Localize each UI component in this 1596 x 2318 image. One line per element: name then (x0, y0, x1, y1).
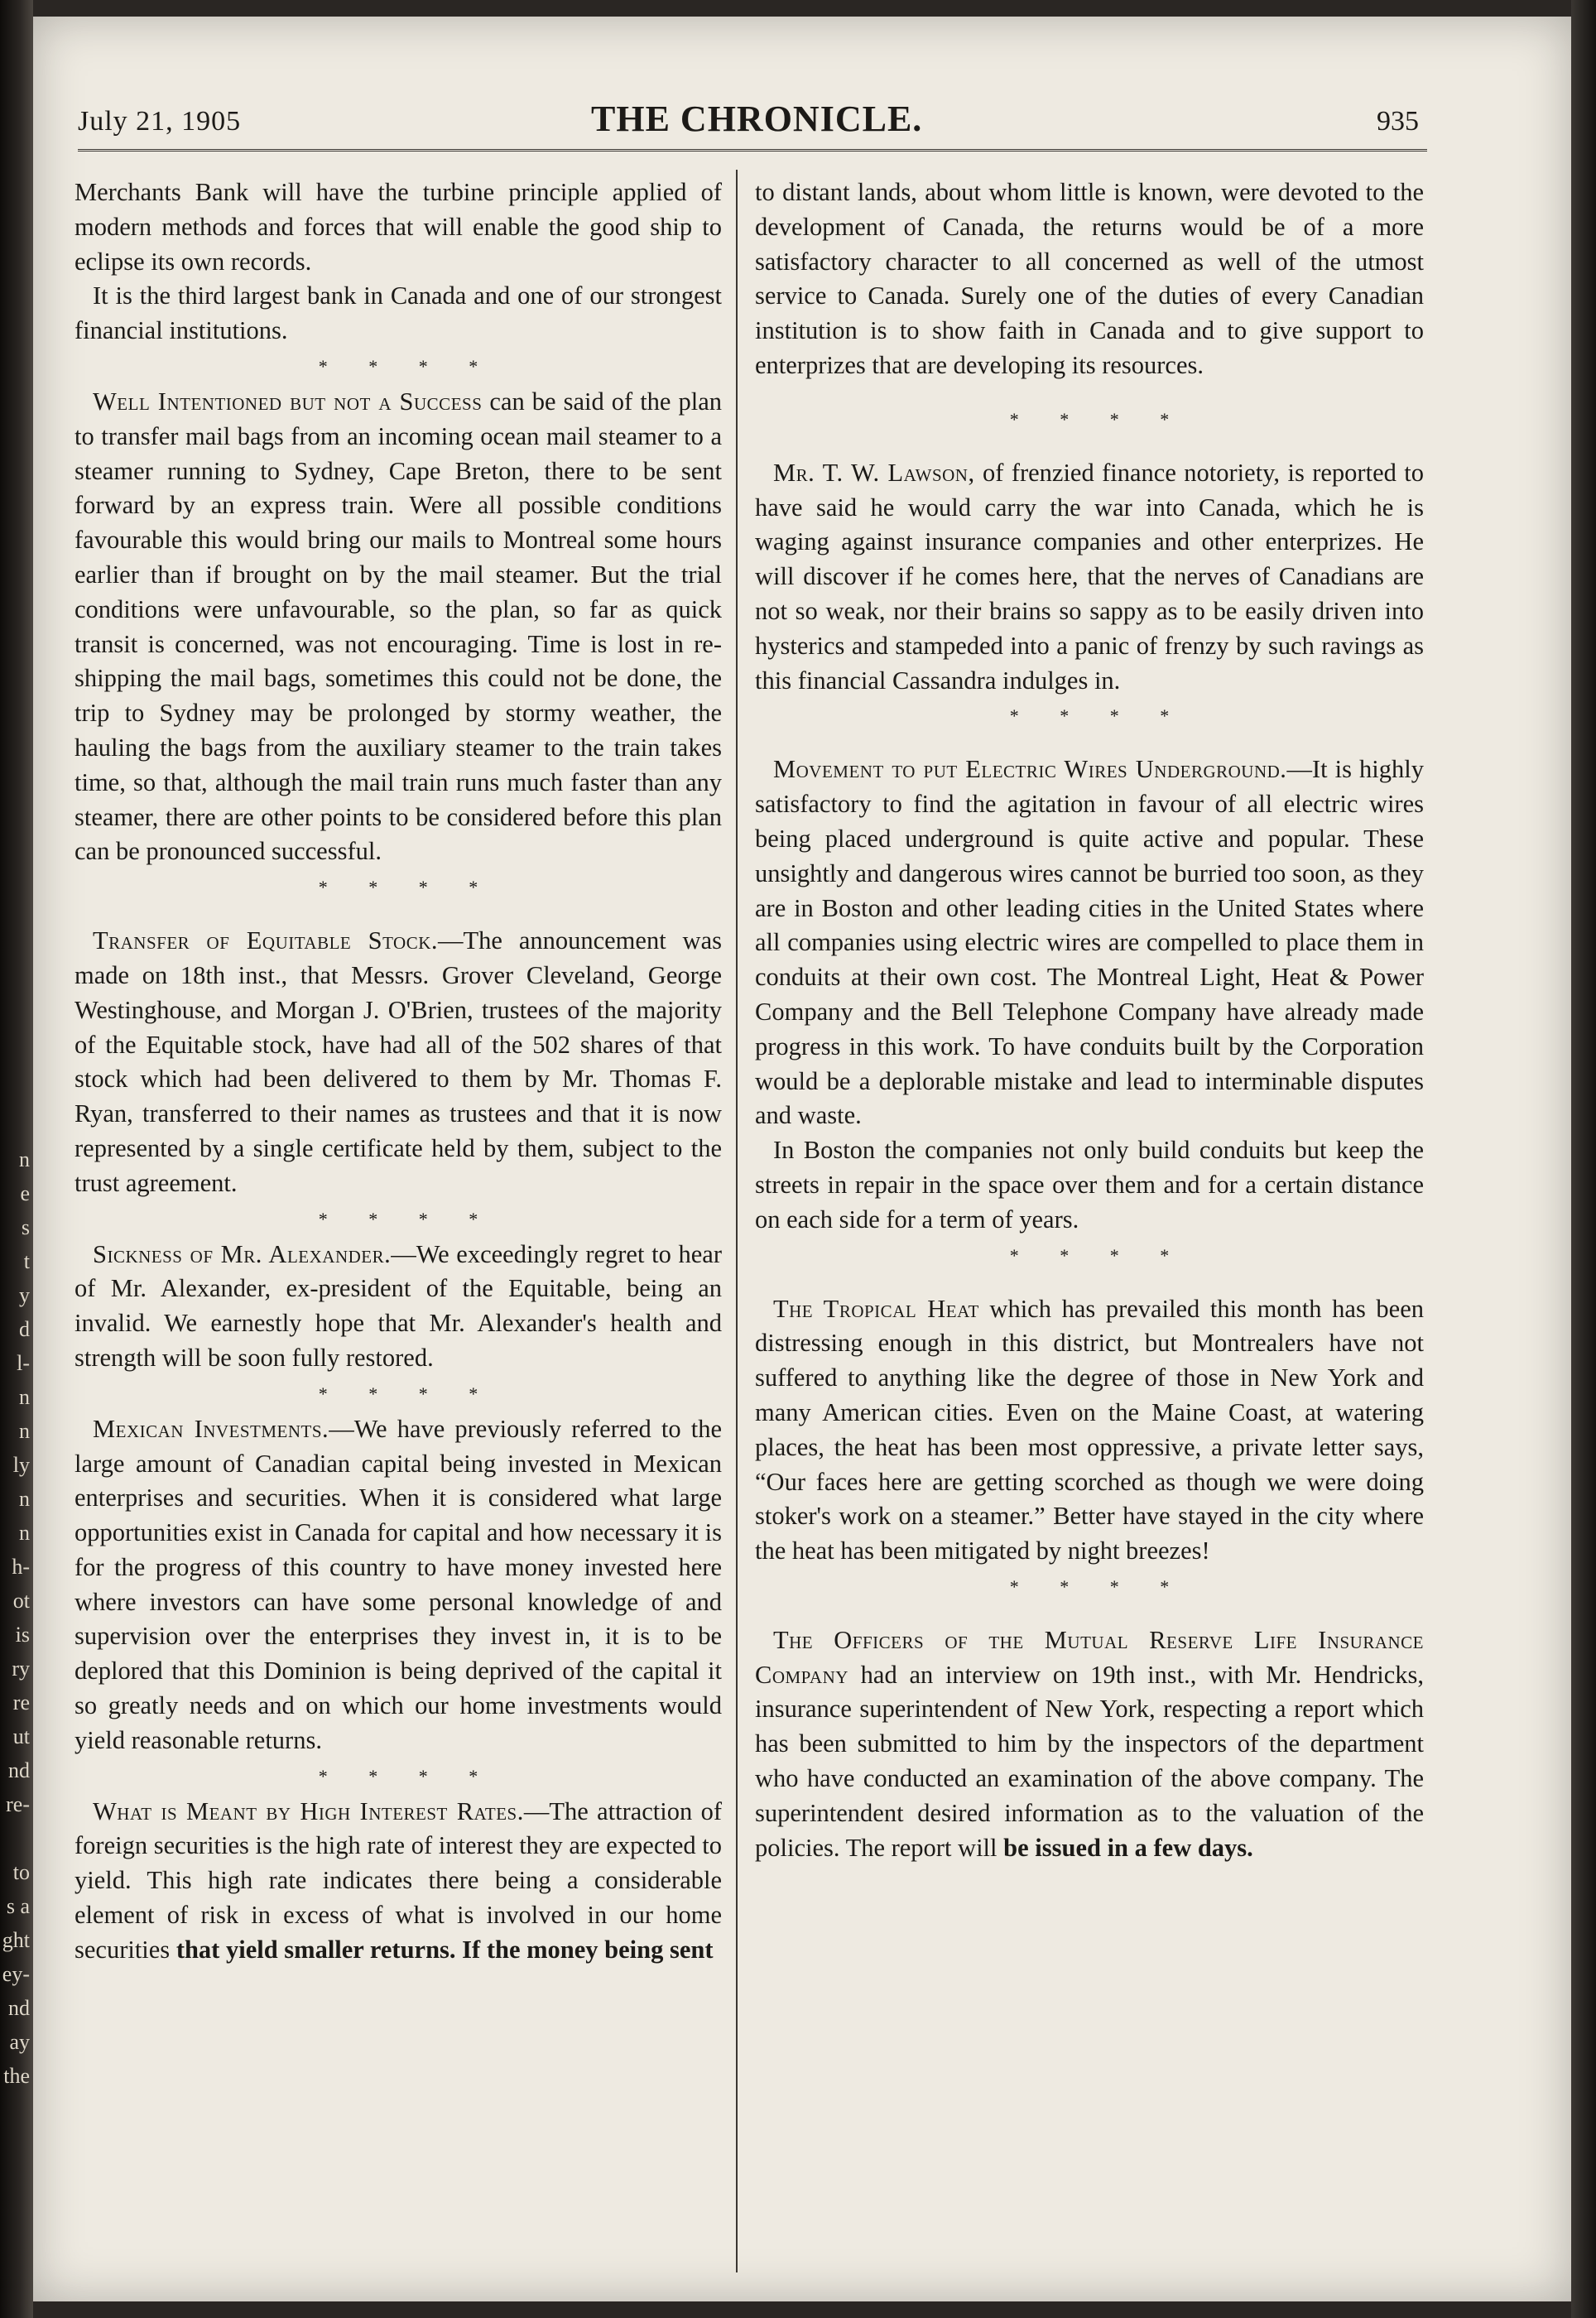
article-heading: Mr. T. W. Lawson, (773, 458, 975, 487)
margin-fragment: d (19, 1317, 30, 1341)
margin-fragment: is (15, 1623, 30, 1647)
section-separator: * * * * (318, 1765, 497, 1787)
article-electric-wires (755, 753, 1424, 1133)
section-separator: * * * * (1009, 1244, 1188, 1266)
article-mail-bags (75, 385, 722, 869)
article-heading: What is Meant by High Interest Rates. (93, 1796, 524, 1825)
article-body-end: that yield smaller returns. If the money being sent (175, 1935, 714, 1964)
article-tropical-heat (755, 1292, 1424, 1569)
margin-fragment: h- (12, 1555, 30, 1579)
margin-fragment: nd (8, 1758, 30, 1782)
margin-fragment: n (19, 1419, 30, 1443)
article-heading: Well Intentioned but not a Success (93, 387, 483, 416)
margin-fragment: ey- (2, 1962, 30, 1986)
article-body-end: be issued in a few days. (1003, 1833, 1253, 1862)
section-separator: * * * * (1009, 705, 1188, 727)
right-column (755, 176, 1424, 1865)
header-rule (78, 149, 1427, 151)
margin-fragment: re- (6, 1792, 30, 1816)
margin-fragment: ot (12, 1589, 30, 1613)
article-alexander (75, 1238, 722, 1376)
page-header (78, 91, 1419, 149)
margin-fragment: l- (17, 1351, 30, 1375)
margin-fragment: n (19, 1147, 30, 1171)
article-heading: Transfer of Equitable Stock. (93, 926, 438, 955)
margin-fragment (0, 1821, 30, 1855)
article-body: —We have previously referred to the large amount of Canadian capital being invested in Mexican enterprises and securities. When it is considered what large opportunities exist in Canada for capital and how necessary it is for the progress of this country to have money invested here where investors can have some personal knowledge of and supervision over the enterprises they invest in, it is to be deplored that this Dominion is being deprived of the capital it so greatly needs and on which our home investments would yield reasonable returns. (75, 1414, 722, 1754)
article-heading: The Officers of the Mutual Reserve Life Insurance Company (755, 1625, 1424, 1689)
margin-fragment: n (19, 1487, 30, 1511)
article-mexican-investments (75, 1412, 722, 1758)
margin-fragment: ly (12, 1453, 30, 1477)
paragraph: In Boston the companies not only build conduits but keep the streets in repair in the space over them and for a certain distance on each side for a term of years. (755, 1136, 1424, 1234)
column-divider (736, 170, 738, 2272)
article-body: —The announcement was made on 18th inst., that Messrs. Grover Cleveland, George Westinghouse, and Morgan J. O'Brien, trustees of the majority of the Equitable stock, have had all of the 502 shares of that stock which had been delivered to them by Mr. Thomas F. Ryan, transferred to their names as trustees and that it is now represented by a single certificate held by them, subject to the trust agreement. (75, 926, 722, 1197)
margin-fragment: to (12, 1860, 30, 1884)
margin-fragment: s a (6, 1894, 30, 1918)
article-body: had an interview on 19th inst., with Mr. Hendricks, insurance superintendent of New York, respecting a report which has been submitted to him by the inspectors of the department who have conducted an examination of the above company. The superintendent desired information as to the valuation of the policies. The report will (755, 1660, 1424, 1862)
article-body: —We exceedingly regret to hear of Mr. Alexander, ex-president of the Equitable, being an invalid. We earnestly hope that Mr. Alexander's health and strength will be soon fully restored. (75, 1239, 722, 1372)
margin-fragment: ut (12, 1724, 30, 1748)
section-separator: * * * * (1009, 1575, 1188, 1597)
section-separator: * * * * (318, 1383, 497, 1404)
article-heading: The Tropical Heat (773, 1294, 979, 1323)
continued-paragraph: Merchants Bank will have the turbine principle applied of modern methods and forces that will enable the good ship to eclipse its own records. (75, 178, 722, 276)
adjacent-page-fragments (0, 1142, 33, 2093)
section-separator: * * * * (1009, 408, 1188, 430)
margin-fragment: n (19, 1521, 30, 1545)
publication-title: THE CHRONICLE. (591, 99, 923, 139)
margin-fragment: the (3, 2064, 30, 2088)
section-separator: * * * * (318, 1208, 497, 1229)
issue-date: July 21, 1905 (78, 106, 242, 137)
article-heading: Mexican Investments. (93, 1414, 329, 1443)
article-body: can be said of the plan to transfer mail bags from an incoming ocean mail steamer to a steamer running to Sydney, Cape Breton, there to be sent forward by an express train. Were all possible conditions favourable this would bring our mails to Montreal some hours earlier than if brought on by the mail steamer. But the trial conditions were unfavourable, so the plan, so far as quick transit is concerned, was not encouraging. Time is lost in re-shipping the mail bags, sometimes this could not be done, the trip to Sydney may be prolonged by stormy weather, the hauling the bags from the auxiliary steamer to the train takes time, so that, although the mail train runs much faster than any steamer, there are other points to be considered before this plan can be pronounced successful. (75, 387, 723, 866)
article-heading: Movement to put Electric Wires Underground. (773, 755, 1287, 784)
left-column (75, 176, 722, 1968)
page-edge-shadow (1571, 0, 1596, 2318)
article-heading: Sickness of Mr. Alexander. (93, 1239, 392, 1268)
margin-fragment: ght (2, 1928, 30, 1952)
article-body: of frenzied finance notoriety, is reported to have said he would carry the war into Canada, which he is waging against insurance companies and other enterprizes. He will discover if he comes here, that the nerves of Canadians are not so weak, nor their brains so sappy as to be easily driven into hysterics and stampeded into a panic of frenzy by such ravings as this financial Cassandra indulges in. (755, 458, 1424, 695)
article-equitable-stock (75, 924, 722, 1200)
margin-fragment: re (12, 1690, 30, 1714)
article-interest-rates (75, 1795, 722, 1968)
margin-fragment: y (19, 1283, 30, 1307)
margin-fragment: e (20, 1181, 30, 1205)
continued-paragraph: to distant lands, about whom little is known, were devoted to the development of Canada, the returns would be of a more satisfactory character to all concerned as well of the utmost service to Canada. Surely one of the duties of every Canadian institution is to show faith in Canada and to give support to enterprizes that are developing its resources. (755, 178, 1424, 379)
margin-fragment: n (19, 1385, 30, 1409)
article-body: —The attraction of foreign securities is the high rate of interest they are expected to yield. This high rate indicates there being a considerable element of risk in excess of what is involved in our home securities (75, 1796, 722, 1964)
article-body: —It is highly satisfactory to find the agitation in favour of all electric wires being placed underground is quite active and popular. These unsightly and dangerous wires cannot be burried too soon, as they are in Boston and other leading cities in the United States where all companies using electric wires are compelled to place them in conduits at their own cost. The Montreal Light, Heat & Power Company and the Bell Telephone Company have already made progress in this work. To have conduits built by the Corporation would be a deplorable mistake and lead to interminable disputes and waste. (755, 755, 1424, 1130)
section-separator: * * * * (318, 355, 497, 377)
margin-fragment: ay (9, 2030, 30, 2054)
margin-fragment: ry (12, 1657, 30, 1681)
article-mutual-reserve (755, 1623, 1424, 1866)
article-body: which has prevailed this month has been distressing enough in this district, but Montrealers have not suffered to anything like the degree of those in New York and many American cities. Even on the Maine Coast, at watering places, the heat has been most oppressive, a private letter says, “Our faces here are getting scorched as though we were doing stoker's work on a steamer.” Better have stayed in the city where the heat has been mitigated by night breezes! (755, 1294, 1424, 1565)
margin-fragment: t (23, 1249, 30, 1273)
paragraph: It is the third largest bank in Canada and one of our strongest financial institutions. (75, 281, 722, 345)
margin-fragment: nd (8, 1996, 30, 2020)
section-separator: * * * * (318, 877, 497, 898)
article-lawson (755, 456, 1424, 699)
margin-fragment: s (21, 1215, 30, 1239)
page-number: 935 (1377, 106, 1419, 137)
